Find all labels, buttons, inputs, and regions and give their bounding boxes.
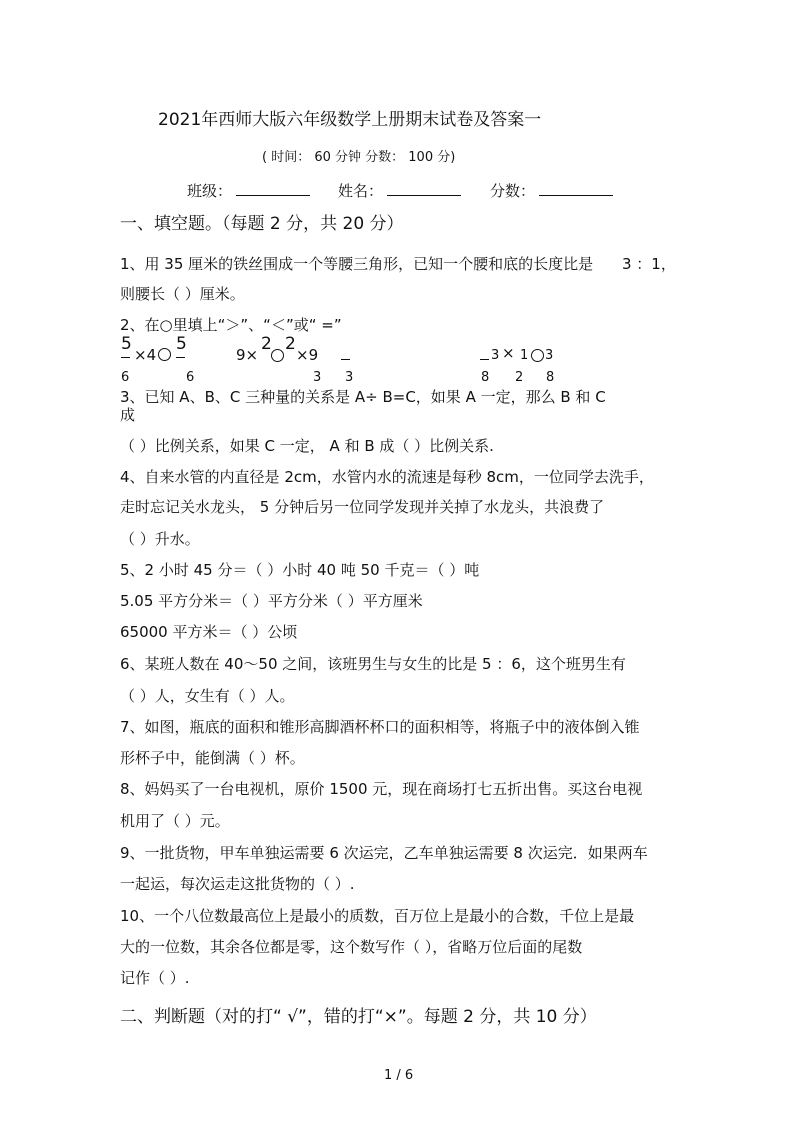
q2-frac-bar-3 bbox=[341, 359, 350, 360]
q2-den-4: 3 bbox=[345, 370, 354, 385]
q4-line-1: 4、自来水管的内直径是 2cm，水管内水的流速是每秒 8cm，一位同学去洗手， bbox=[120, 468, 654, 486]
q2-den-7: 8 bbox=[546, 370, 555, 385]
q9-line-1: 9、一批货物，甲车单独运需要 6 次运完，乙车单独运需要 8 次运完．如果两车 bbox=[120, 844, 648, 862]
q6-line-2: （ ）人，女生有（ ）人。 bbox=[120, 687, 295, 705]
section-2-heading: 二、判断题（对的打“ √”，错的打“×”。每题 2 分，共 10 分） bbox=[120, 1007, 597, 1027]
q4-line-2: 走时忘记关水龙头， 5 分钟后另一位同学发现并关掉了水龙头，共浪费了 bbox=[120, 498, 605, 516]
section-1-heading: 一、填空题。（每题 2 分，共 20 分） bbox=[120, 214, 404, 234]
score-label: 分数： bbox=[490, 182, 536, 200]
q2-expr-1 bbox=[134, 345, 173, 365]
q1-line-1: 1、用 35 厘米的铁丝围成一个等腰三角形，已知一个腰和底的长度比是 bbox=[120, 255, 594, 273]
q1-ratio: 3 ：1， bbox=[622, 255, 676, 273]
q10-line-3: 记作（ ）. bbox=[120, 969, 190, 987]
q2-frac-bar-4 bbox=[480, 359, 489, 360]
q4-line-3: （ ）升水。 bbox=[120, 530, 200, 548]
q2-num-2: 5 bbox=[176, 334, 187, 354]
q2-stem: 2、在○里填上“＞”、“＜”或“ =” bbox=[120, 316, 342, 334]
q2-compare-circle-2[interactable] bbox=[271, 349, 284, 362]
q5-line-3: 65000 平方米＝（ ）公顷 bbox=[120, 623, 298, 641]
q2-expr-3-op: × bbox=[502, 344, 515, 362]
page-title: 2021年西师大版六年级数学上册期末试卷及答案一 bbox=[158, 110, 542, 130]
q8-line-2: 机用了（ ）元。 bbox=[120, 812, 230, 830]
q2-den-5: 8 bbox=[481, 370, 490, 385]
class-field[interactable] bbox=[187, 181, 310, 201]
q6-line-1: 6、某班人数在 40～50 之间，该班男生与女生的比是 5 ：6，这个班男生有 bbox=[120, 655, 626, 673]
q3-line-3: （ ）比例关系，如果 C 一定， A 和 B 成（ ）比例关系. bbox=[120, 437, 494, 455]
class-label: 班级： bbox=[187, 182, 233, 200]
q2-frac-bar-1 bbox=[121, 357, 130, 358]
q2-num-1: 5 bbox=[121, 334, 132, 354]
q2-expr-2-left: 9× bbox=[236, 346, 259, 364]
q2-den-6: 2 bbox=[515, 370, 524, 385]
q8-line-1: 8、妈妈买了一台电视机，原价 1500 元，现在商场打七五折出售。买这台电视 bbox=[120, 780, 643, 798]
q1-line-2: 则腰长（ ）厘米。 bbox=[120, 285, 245, 303]
q2-num-6: 1 bbox=[520, 348, 529, 363]
q9-line-2: 一起运，每次运走这批货物的（ ）. bbox=[120, 875, 355, 893]
q2-num-3: 2 bbox=[261, 334, 272, 354]
q7-line-1: 7、如图，瓶底的面积和锥形高脚酒杯杯口的面积相等，将瓶子中的液体倒入锥 bbox=[120, 718, 640, 736]
q2-frac-bar-2 bbox=[176, 357, 185, 358]
q2-compare-circle-1[interactable] bbox=[158, 348, 171, 361]
q7-line-2: 形杯子中，能倒满（ ）杯。 bbox=[120, 749, 305, 767]
q10-line-2: 大的一位数，其余各位都是零，这个数写作（ ），省略万位后面的尾数 bbox=[120, 938, 583, 956]
q3-line-1: 3、已知 A、B、C 三种量的关系是 A÷ B=C，如果 A 一定，那么 B 和 C bbox=[120, 388, 606, 406]
q2-num-5: 3 bbox=[491, 348, 500, 363]
score-blank[interactable] bbox=[539, 181, 613, 196]
q10-line-1: 10、一个八位数最高位上是最小的质数，百万位上是最小的合数，千位上是最 bbox=[120, 907, 635, 925]
exam-subtitle: ( 时间： 60 分钟 分数： 100 分) bbox=[262, 150, 456, 165]
q2-den-3: 3 bbox=[313, 370, 322, 385]
name-blank[interactable] bbox=[387, 181, 461, 196]
page-number: 1 / 6 bbox=[384, 1068, 414, 1083]
q5-line-1: 5、2 小时 45 分＝（ ）小时 40 吨 50 千克＝（ ）吨 bbox=[120, 561, 480, 579]
q2-expr-2-right: ×9 bbox=[296, 346, 319, 364]
name-field[interactable] bbox=[338, 181, 461, 201]
q2-compare-circle-3[interactable] bbox=[531, 349, 544, 362]
q5-line-2: 5.05 平方分米＝（ ）平方分米（ ）平方厘米 bbox=[120, 592, 423, 610]
q2-op-1: ×4 bbox=[134, 346, 157, 364]
name-label: 姓名： bbox=[338, 182, 384, 200]
q2-den-1: 6 bbox=[121, 370, 130, 385]
q2-den-2: 6 bbox=[186, 370, 195, 385]
score-field[interactable] bbox=[490, 181, 613, 201]
q3-line-2: 成 bbox=[120, 406, 136, 424]
q2-num-4: 2 bbox=[285, 334, 296, 354]
q2-num-7: 3 bbox=[545, 348, 554, 363]
class-blank[interactable] bbox=[236, 181, 310, 196]
